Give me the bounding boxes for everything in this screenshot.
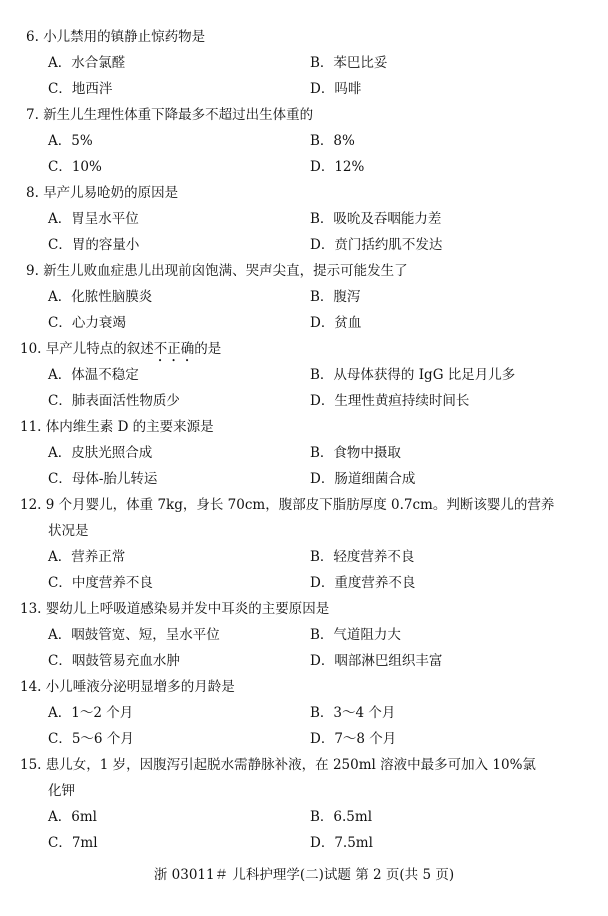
option-letter: A． xyxy=(48,133,72,149)
question-number: 12. xyxy=(20,497,42,513)
option-c xyxy=(48,830,98,856)
option-d xyxy=(310,648,442,674)
option-text: 8% xyxy=(333,133,355,149)
question-number: 7. xyxy=(26,107,39,123)
option-text: 12% xyxy=(334,159,365,175)
question-7 xyxy=(26,102,313,128)
option-d xyxy=(310,76,361,102)
option-text: 胃的容量小 xyxy=(71,237,140,253)
option-d xyxy=(310,154,364,180)
option-text: 贫血 xyxy=(334,315,362,331)
option-text: 吗啡 xyxy=(334,81,362,97)
option-a xyxy=(48,206,139,232)
option-text: 生理性黄疸持续时间长 xyxy=(334,393,470,409)
option-letter: B． xyxy=(310,809,334,825)
option-letter: A． xyxy=(48,627,72,643)
option-text: 10% xyxy=(71,159,102,175)
option-text: 气道阻力大 xyxy=(333,627,401,643)
question-stem: 化钾 xyxy=(48,783,75,799)
option-c xyxy=(48,232,139,258)
option-text: 6ml xyxy=(71,809,97,825)
option-text: 肺表面活性物质少 xyxy=(71,393,180,409)
option-letter: A． xyxy=(48,705,72,721)
question-stem xyxy=(46,341,222,357)
question-stem: 小儿唾液分泌明显增多的月龄是 xyxy=(45,679,235,695)
option-letter: C． xyxy=(48,471,72,487)
option-b xyxy=(310,804,372,830)
option-d xyxy=(310,310,361,336)
option-a xyxy=(48,544,125,570)
question-number: 15. xyxy=(20,757,42,773)
question-stem: 体内维生素 D 的主要来源是 xyxy=(45,419,214,435)
option-letter: C． xyxy=(48,653,72,669)
option-a xyxy=(48,700,133,726)
option-c xyxy=(48,76,112,102)
option-text: 从母体获得的 IgG 比足月儿多 xyxy=(333,367,516,383)
option-letter: D． xyxy=(310,315,335,331)
option-c xyxy=(48,570,153,596)
option-text: 7～8 个月 xyxy=(334,731,397,747)
option-text: 营养正常 xyxy=(71,549,126,565)
option-text: 吸吮及吞咽能力差 xyxy=(333,211,442,227)
option-a xyxy=(48,440,152,466)
option-letter: A． xyxy=(48,55,72,71)
question-10 xyxy=(20,336,221,365)
option-text: 地西泮 xyxy=(71,81,113,97)
option-letter: B． xyxy=(310,211,334,227)
question-number: 13. xyxy=(20,601,42,617)
option-b xyxy=(310,622,401,648)
option-letter: B． xyxy=(310,55,334,71)
option-text: 咽部淋巴组织丰富 xyxy=(334,653,443,669)
option-letter: B． xyxy=(310,705,334,721)
option-b xyxy=(310,440,401,466)
option-letter: B． xyxy=(310,367,334,383)
option-text: 腹泻 xyxy=(333,289,361,305)
option-letter: C． xyxy=(48,835,72,851)
question-11 xyxy=(20,414,214,440)
option-letter: A． xyxy=(48,809,72,825)
question-6 xyxy=(26,24,205,50)
option-text: 水合氯醛 xyxy=(71,55,126,71)
option-text: 食物中摄取 xyxy=(333,445,401,461)
option-text: 咽鼓管宽、短，呈水平位 xyxy=(71,627,220,643)
option-b xyxy=(310,700,395,726)
option-b xyxy=(310,50,387,76)
option-a xyxy=(48,622,220,648)
option-letter: B． xyxy=(310,289,334,305)
option-text: 贲门括约肌不发达 xyxy=(334,237,443,253)
option-letter: D． xyxy=(310,575,335,591)
question-number: 6. xyxy=(26,29,39,45)
question-number: 8. xyxy=(26,185,39,201)
question-15 xyxy=(20,752,536,778)
option-letter: B． xyxy=(310,445,334,461)
option-a xyxy=(48,128,93,154)
option-c xyxy=(48,726,134,752)
question-stem: 状况是 xyxy=(48,523,89,539)
option-letter: D． xyxy=(310,81,335,97)
option-letter: B． xyxy=(310,549,334,565)
option-b xyxy=(310,206,441,232)
option-text: 5～6 个月 xyxy=(71,731,134,747)
option-letter: D． xyxy=(310,159,335,175)
option-letter: D． xyxy=(310,471,335,487)
option-text: 轻度营养不良 xyxy=(333,549,415,565)
option-text: 咽鼓管易充血水肿 xyxy=(71,653,180,669)
stem-part: 的是 xyxy=(194,341,222,357)
question-8 xyxy=(26,180,178,206)
option-letter: C． xyxy=(48,731,72,747)
question-9 xyxy=(26,258,408,284)
question-stem: 9 个月婴儿，体重 7kg，身长 70cm，腹部皮下脂肪厚度 0.7cm。判断该婴儿的营养 xyxy=(45,497,555,513)
option-a xyxy=(48,284,152,310)
question-stem: 新生儿生理性体重下降最多不超过出生体重的 xyxy=(43,107,314,123)
option-c xyxy=(48,388,180,414)
option-text: 7ml xyxy=(71,835,98,851)
question-number: 10. xyxy=(20,341,42,357)
option-letter: B． xyxy=(310,133,334,149)
option-d xyxy=(310,830,373,856)
option-d xyxy=(310,570,415,596)
option-text: 3～4 个月 xyxy=(333,705,396,721)
option-text: 重度营养不良 xyxy=(334,575,416,591)
option-text: 5% xyxy=(71,133,93,149)
option-text: 胃呈水平位 xyxy=(71,211,139,227)
option-letter: B． xyxy=(310,627,334,643)
question-15-continued xyxy=(48,778,75,804)
question-stem: 新生儿败血症患儿出现前囟饱满、哭声尖直，提示可能发生了 xyxy=(43,263,408,279)
option-d xyxy=(310,726,396,752)
option-b xyxy=(310,284,360,310)
option-d xyxy=(310,232,442,258)
question-12-continued xyxy=(48,518,89,544)
option-text: 皮肤光照合成 xyxy=(71,445,153,461)
question-13 xyxy=(20,596,329,622)
option-letter: D． xyxy=(310,835,335,851)
option-letter: C． xyxy=(48,393,72,409)
option-text: 心力衰竭 xyxy=(71,315,126,331)
option-letter: C． xyxy=(48,315,72,331)
option-text: 体温不稳定 xyxy=(71,367,139,383)
option-letter: C． xyxy=(48,575,72,591)
option-d xyxy=(310,466,415,492)
question-stem: 婴幼儿上呼吸道感染易并发中耳炎的主要原因是 xyxy=(45,601,330,617)
option-text: 苯巴比妥 xyxy=(333,55,388,71)
question-number: 14. xyxy=(20,679,42,695)
option-text: 1～2 个月 xyxy=(71,705,134,721)
option-text: 母体-胎儿转运 xyxy=(71,471,158,487)
question-14 xyxy=(20,674,235,700)
option-b xyxy=(310,544,414,570)
option-c xyxy=(48,466,157,492)
question-stem: 早产儿易呛奶的原因是 xyxy=(43,185,179,201)
option-letter: A． xyxy=(48,289,72,305)
question-stem: 小儿禁用的镇静止惊药物是 xyxy=(43,29,206,45)
option-c xyxy=(48,154,102,180)
option-text: 7.5ml xyxy=(334,835,373,851)
option-b xyxy=(310,362,515,388)
option-text: 中度营养不良 xyxy=(71,575,153,591)
option-text: 6.5ml xyxy=(333,809,373,825)
question-stem: 患儿女，1 岁，因腹泻引起脱水需静脉补液，在 250ml 溶液中最多可加入 10%氯 xyxy=(45,757,536,773)
option-a xyxy=(48,50,125,76)
emphasized-negation: 不正确 xyxy=(153,341,195,357)
question-number: 11. xyxy=(20,419,42,435)
option-letter: A． xyxy=(48,549,72,565)
question-number: 9. xyxy=(26,263,39,279)
option-b xyxy=(310,128,355,154)
option-letter: A． xyxy=(48,367,72,383)
option-letter: C． xyxy=(48,81,72,97)
option-d xyxy=(310,388,469,414)
question-12 xyxy=(20,492,554,518)
option-letter: D． xyxy=(310,393,335,409)
option-letter: D． xyxy=(310,237,335,253)
option-letter: A． xyxy=(48,445,72,461)
option-a xyxy=(48,804,97,830)
option-letter: D． xyxy=(310,653,335,669)
option-c xyxy=(48,648,180,674)
option-text: 化脓性脑膜炎 xyxy=(71,289,153,305)
option-letter: C． xyxy=(48,237,72,253)
page-footer: 浙 03011＃ 儿科护理学(二)试题 第 2 页(共 5 页) xyxy=(153,867,455,883)
option-letter: D． xyxy=(310,731,335,747)
stem-part: 早产儿特点的叙述 xyxy=(45,341,154,357)
option-letter: A． xyxy=(48,211,72,227)
option-letter: C． xyxy=(48,159,72,175)
option-text: 肠道细菌合成 xyxy=(334,471,416,487)
option-c xyxy=(48,310,126,336)
option-a xyxy=(48,362,139,388)
